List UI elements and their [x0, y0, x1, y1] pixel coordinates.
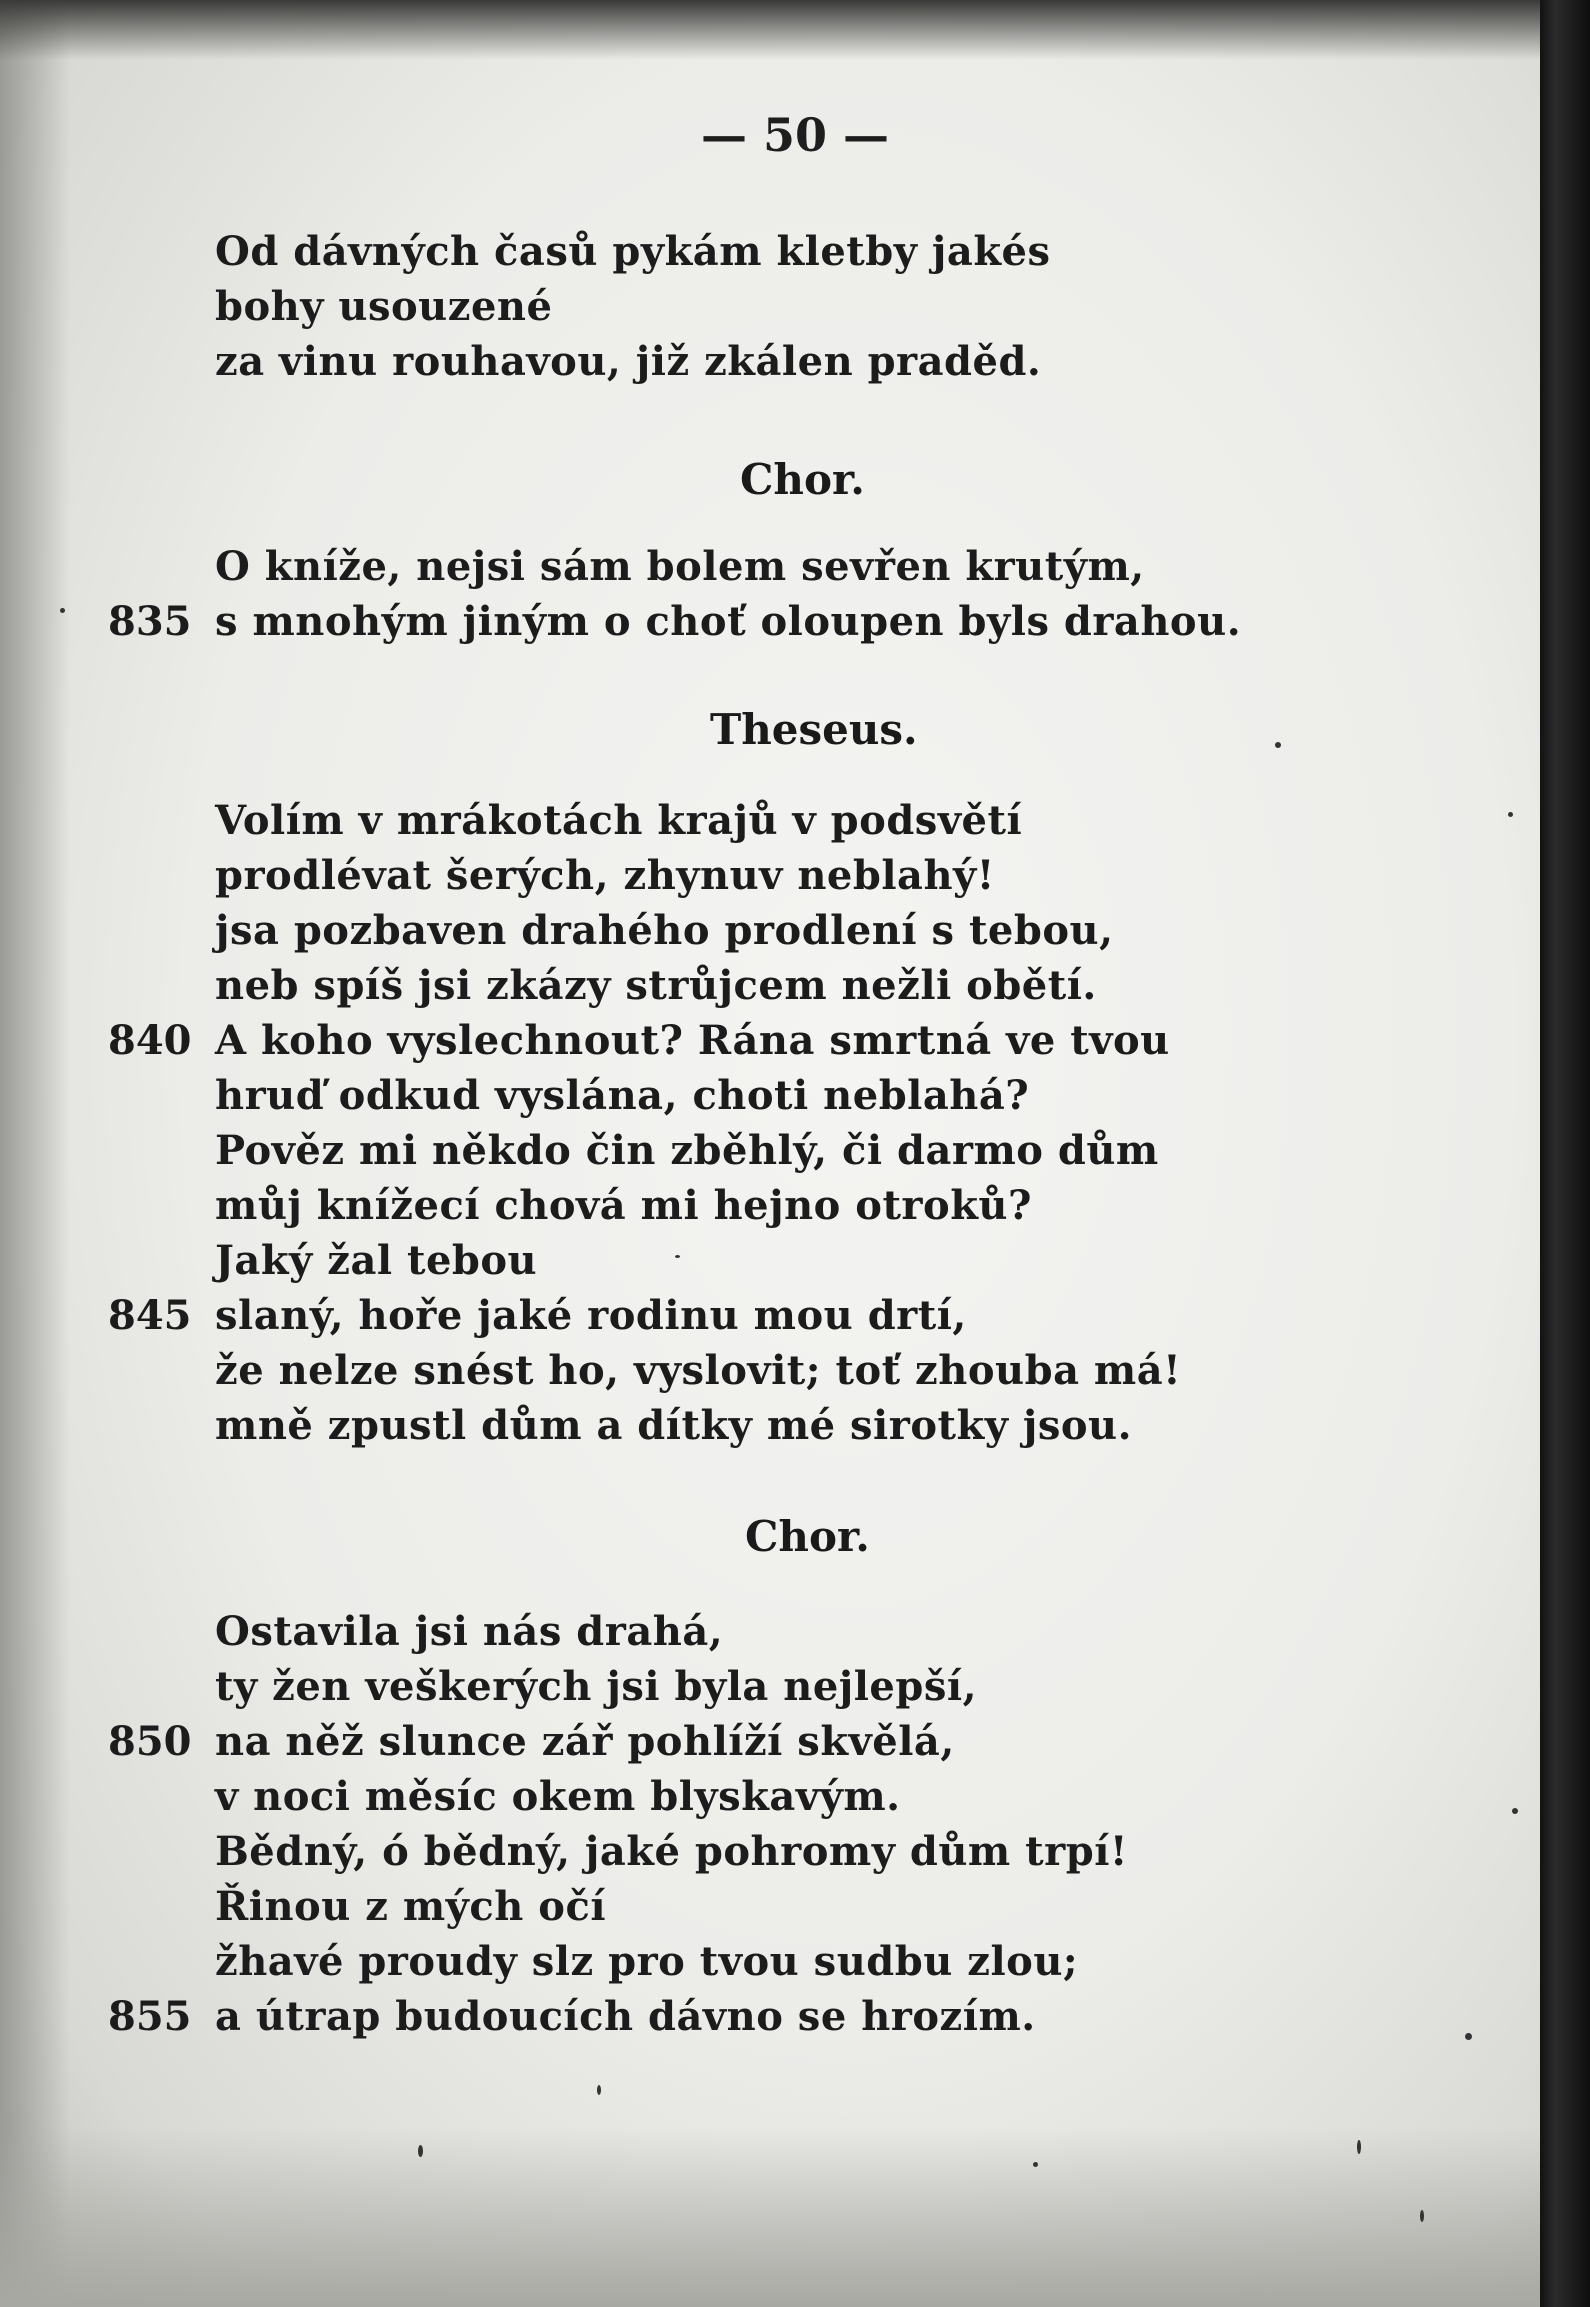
verse-line: na něž slunce zář pohlíží skvělá,: [215, 1718, 955, 1765]
scan-speck: [675, 1255, 680, 1258]
verse-line: že nelze snést ho, vyslovit; toť zhouba má!: [215, 1347, 1182, 1394]
book-gutter: [1540, 0, 1590, 2307]
line-number: 835: [108, 598, 192, 645]
verse-line: jsa pozbaven drahého prodlení s tebou,: [215, 907, 1114, 954]
scan-speck: [60, 608, 65, 613]
verse-line: Od dávných časů pykám kletby jakés: [215, 228, 1051, 275]
scan-speck: [1420, 2210, 1424, 2222]
verse-line: za vinu rouhavou, již zkálen praděd.: [215, 338, 1042, 385]
verse-line: žhavé proudy slz pro tvou sudbu zlou;: [215, 1938, 1079, 1985]
page-shadow-bottom: [0, 2127, 1540, 2307]
scan-speck: [1465, 2033, 1472, 2040]
verse-line: Volím v mrákotách krajů v podsvětí: [215, 797, 1023, 844]
page-number: — 50 —: [700, 108, 890, 162]
line-number: 845: [108, 1292, 192, 1339]
verse-line: v noci měsíc okem blyskavým.: [215, 1773, 901, 1820]
verse-line: Řinou z mých očí: [215, 1883, 607, 1930]
scan-speck: [1508, 812, 1513, 817]
verse-line: Bědný, ó bědný, jaké pohromy dům trpí!: [215, 1828, 1128, 1875]
verse-line: bohy usouzené: [215, 283, 553, 330]
verse-line: prodlévat šerých, zhynuv neblahý!: [215, 852, 995, 899]
verse-line: ty žen veškerých jsi byla nejlepší,: [215, 1663, 977, 1710]
verse-line: Pověz mi někdo čin zběhlý, či darmo dům: [215, 1127, 1159, 1174]
page-shadow-top: [0, 0, 1540, 60]
verse-line: s mnohým jiným o choť oloupen byls drahou.: [215, 598, 1242, 645]
scan-speck: [597, 2085, 601, 2095]
line-number: 850: [108, 1718, 192, 1765]
scan-speck: [1033, 2162, 1038, 2167]
verse-line: A koho vyslechnout? Rána smrtná ve tvou: [215, 1017, 1170, 1064]
verse-line: mně zpustl dům a dítky mé sirotky jsou.: [215, 1402, 1133, 1449]
verse-line: O kníže, nejsi sám bolem sevřen krutým,: [215, 543, 1145, 590]
verse-line: můj knížecí chová mi hejno otroků?: [215, 1182, 1032, 1229]
verse-line: hruď odkud vyslána, choti neblahá?: [215, 1072, 1030, 1119]
scan-speck: [1357, 2140, 1361, 2154]
verse-line: slaný, hoře jaké rodinu mou drtí,: [215, 1292, 967, 1339]
speaker-heading: Chor.: [745, 1512, 870, 1561]
scan-speck: [1512, 1808, 1518, 1814]
scan-speck: [418, 2145, 423, 2157]
verse-line: a útrap budoucích dávno se hrozím.: [215, 1993, 1036, 2040]
line-number: 855: [108, 1993, 192, 2040]
verse-line: neb spíš jsi zkázy strůjcem nežli obětí.: [215, 962, 1097, 1009]
line-number: 840: [108, 1017, 192, 1064]
verse-line: Jaký žal tebou: [215, 1237, 538, 1284]
page-shadow-left: [0, 0, 70, 2307]
scan-speck: [1275, 742, 1281, 748]
speaker-heading: Theseus.: [710, 705, 918, 754]
speaker-heading: Chor.: [740, 455, 865, 504]
verse-line: Ostavila jsi nás drahá,: [215, 1608, 724, 1655]
